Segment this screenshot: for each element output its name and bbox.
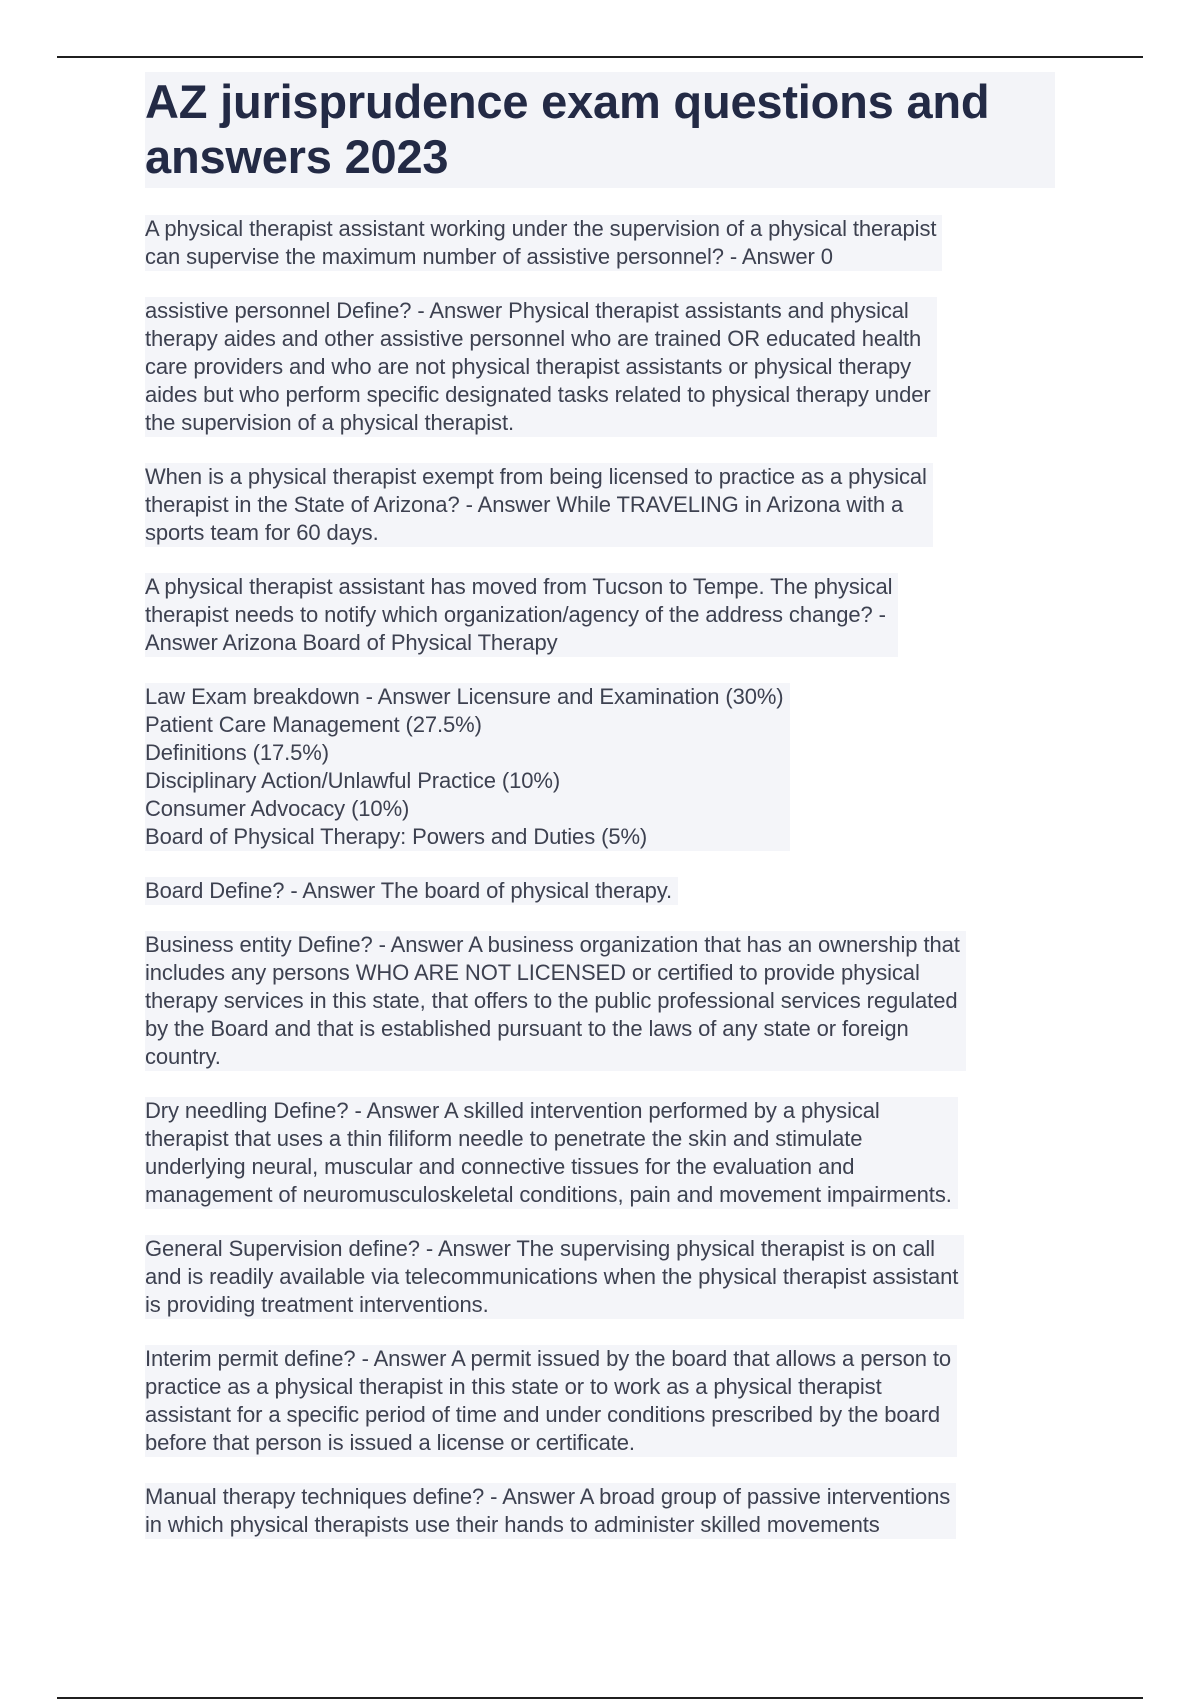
qa-text-line: aides but who perform specific designated tasks related to physical therapy under [145,382,931,407]
qa-text-line: A physical therapist assistant has moved from Tucson to Tempe. The physical [145,574,893,599]
top-divider [57,56,1143,58]
qa-text-line: includes any persons WHO ARE NOT LICENSED or certified to provide physical [145,960,920,985]
qa-text-line: is providing treatment interventions. [145,1292,489,1317]
qa-text-line: Consumer Advocacy (10%) [145,796,410,821]
qa-text-line: the supervision of a physical therapist. [145,410,514,435]
qa-text-line: management of neuromusculoskeletal conditions, pain and movement impairments. [145,1182,952,1207]
qa-entry [145,931,966,1071]
qa-text-line: before that person is issued a license or certificate. [145,1430,635,1455]
qa-entry [145,877,678,905]
qa-text-line: assistant for a specific period of time and under conditions prescribed by the board [145,1402,941,1427]
qa-text-line: Manual therapy techniques define? - Answer A broad group of passive interventions [145,1484,951,1509]
qa-text-line: therapy services in this state, that offers to the public professional services regulated [145,988,958,1013]
qa-entry [145,1345,957,1457]
qa-text-line: therapy aides and other assistive personnel who are trained OR educated health [145,326,922,351]
document-body [145,72,1055,1565]
qa-entry [145,297,937,437]
qa-text-line: Board Define? - Answer The board of physical therapy. [145,878,673,903]
qa-text-line: Board of Physical Therapy: Powers and Duties (5%) [145,824,648,849]
qa-text-line: Patient Care Management (27.5%) [145,712,482,737]
qa-text-line: therapist needs to notify which organization/agency of the address change? - [145,602,886,627]
qa-entry [145,573,898,657]
qa-text-line: When is a physical therapist exempt from being licensed to practice as a physical [145,464,927,489]
page-title [145,72,1055,188]
qa-text-line: assistive personnel Define? - Answer Physical therapist assistants and physical [145,298,909,323]
qa-text-line: Interim permit define? - Answer A permit issued by the board that allows a person to [145,1346,952,1371]
qa-entry [145,683,790,851]
bottom-divider [57,1697,1143,1699]
qa-text-line: Answer Arizona Board of Physical Therapy [145,630,558,655]
qa-text-line: therapist in the State of Arizona? - Answer While TRAVELING in Arizona with a [145,492,904,517]
qa-list [145,215,1055,1565]
qa-text-line: by the Board and that is established pursuant to the laws of any state or foreign [145,1016,909,1041]
qa-text-line: Dry needling Define? - Answer A skilled intervention performed by a physical [145,1098,880,1123]
title-line: answers 2023 [145,130,449,183]
qa-text-line: and is readily available via telecommunications when the physical therapist assistant [145,1264,959,1289]
qa-text-line: A physical therapist assistant working under the supervision of a physical therapist [145,216,937,241]
qa-text-line: Definitions (17.5%) [145,740,329,765]
qa-text-line: sports team for 60 days. [145,520,379,545]
qa-text-line: underlying neural, muscular and connective tissues for the evaluation and [145,1154,855,1179]
qa-text-line: General Supervision define? - Answer The supervising physical therapist is on call [145,1236,935,1261]
qa-entry [145,1097,958,1209]
qa-text-line: Law Exam breakdown - Answer Licensure and Examination (30%) [145,684,784,709]
qa-entry [145,463,933,547]
qa-text-line: country. [145,1044,221,1069]
qa-text-line: Business entity Define? - Answer A business organization that has an ownership that [145,932,960,957]
qa-text-line: Disciplinary Action/Unlawful Practice (10%) [145,768,561,793]
qa-text-line: care providers and who are not physical therapist assistants or physical therapy [145,354,912,379]
title-line: AZ jurisprudence exam questions and [145,75,990,128]
qa-entry [145,1483,956,1539]
qa-entry [145,1235,964,1319]
qa-text-line: practice as a physical therapist in this state or to work as a physical therapist [145,1374,882,1399]
qa-text-line: can supervise the maximum number of assistive personnel? - Answer 0 [145,244,833,269]
qa-entry [145,215,942,271]
qa-text-line: in which physical therapists use their hands to administer skilled movements [145,1512,880,1537]
qa-text-line: therapist that uses a thin filiform needle to penetrate the skin and stimulate [145,1126,863,1151]
